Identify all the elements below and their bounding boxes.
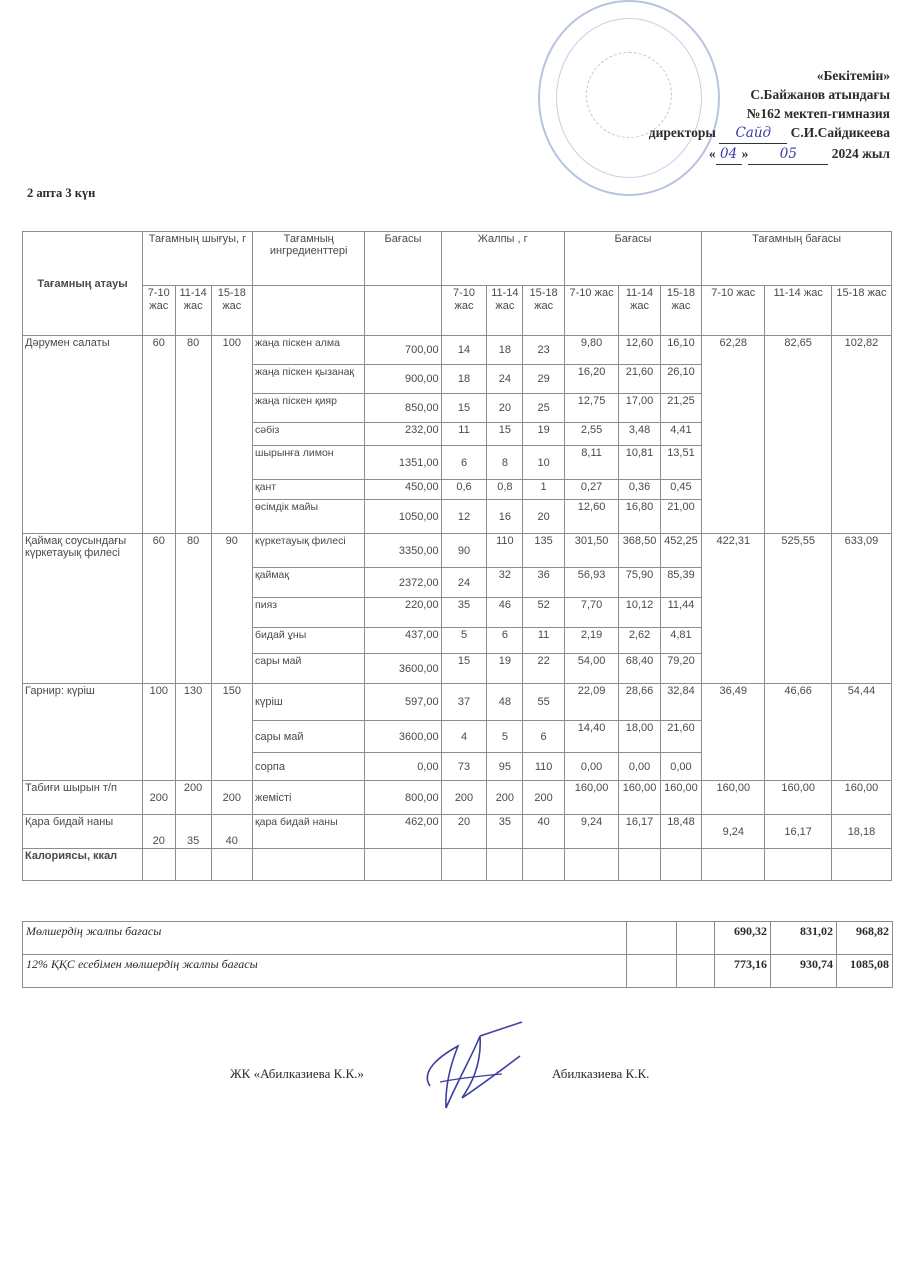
gross-cell: 11 <box>523 628 564 654</box>
gross-cell: 52 <box>523 598 564 628</box>
gross-cell: 0,8 <box>487 480 523 500</box>
ingredient-name: күріш <box>253 684 365 721</box>
date-year: 2024 жыл <box>831 146 890 161</box>
cost-cell: 26,10 <box>660 365 701 394</box>
dish-cost: 54,44 <box>831 684 891 781</box>
gross-cell: 6 <box>441 446 487 480</box>
week-label: 2 апта 3 күн <box>27 186 96 200</box>
ingredient-price: 3600,00 <box>365 721 441 753</box>
age-header: 15-18 жас <box>831 286 891 336</box>
supplier-label: ЖК «Абилказиева К.К.» <box>230 1066 364 1081</box>
dish-output: 80 <box>175 336 211 534</box>
ingredient-price: 3350,00 <box>365 534 441 568</box>
cost-cell: 0,00 <box>660 753 701 781</box>
gross-cell: 22 <box>523 654 564 684</box>
gross-cell: 4 <box>441 721 487 753</box>
gross-cell: 48 <box>487 684 523 721</box>
date-quote-close: » <box>741 146 749 161</box>
dish-cost: 422,31 <box>702 534 765 684</box>
header-output: Тағамның шығуы, г <box>142 232 252 286</box>
approval-line-1: С.Байжанов атындағы <box>750 87 890 102</box>
cost-cell: 12,75 <box>564 394 619 423</box>
cost-cell: 9,24 <box>564 815 619 849</box>
signer-name: Абилказиева К.К. <box>552 1066 650 1081</box>
cost-cell: 21,00 <box>660 500 701 534</box>
date-day: 04 <box>716 145 742 165</box>
ingredient-name: қаймақ <box>253 568 365 598</box>
norm-total-value: 968,82 <box>837 922 893 955</box>
ingredient-price: 462,00 <box>365 815 441 849</box>
gross-cell: 5 <box>441 628 487 654</box>
gross-cell: 19 <box>487 654 523 684</box>
empty-cell <box>627 922 677 955</box>
empty-cell <box>523 849 564 881</box>
gross-cell: 200 <box>523 781 564 815</box>
cost-cell: 14,40 <box>564 721 619 753</box>
approval-line-2: №162 мектеп-гимназия <box>746 106 890 121</box>
gross-cell: 20 <box>523 500 564 534</box>
empty-cell <box>564 849 619 881</box>
gross-cell: 36 <box>523 568 564 598</box>
cost-cell: 160,00 <box>660 781 701 815</box>
cost-cell: 12,60 <box>564 500 619 534</box>
gross-cell: 15 <box>441 654 487 684</box>
date-month: 05 <box>748 145 828 165</box>
dish-cost: 46,66 <box>765 684 832 781</box>
cost-cell: 7,70 <box>564 598 619 628</box>
dish-output: 40 <box>211 815 252 849</box>
empty-cell <box>660 849 701 881</box>
ingredient-price: 3600,00 <box>365 654 441 684</box>
ingredient-price: 700,00 <box>365 336 441 365</box>
dish-output: 130 <box>175 684 211 781</box>
norm-total-value: 690,32 <box>715 922 771 955</box>
cost-cell: 21,60 <box>660 721 701 753</box>
age-header: 15-18 жас <box>211 286 252 336</box>
age-header: 7-10 жас <box>564 286 619 336</box>
ingredient-name: қант <box>253 480 365 500</box>
gross-cell: 15 <box>441 394 487 423</box>
cost-cell: 301,50 <box>564 534 619 568</box>
cost-cell: 16,20 <box>564 365 619 394</box>
ingredient-price: 1351,00 <box>365 446 441 480</box>
table-row <box>23 955 893 988</box>
dish-output: 100 <box>211 336 252 534</box>
dish-cost: 36,49 <box>702 684 765 781</box>
empty-cell <box>142 849 175 881</box>
cost-cell: 85,39 <box>660 568 701 598</box>
gross-cell: 73 <box>441 753 487 781</box>
gross-cell: 35 <box>441 598 487 628</box>
signature-icon <box>410 1016 536 1116</box>
empty-cell <box>831 849 891 881</box>
ingredient-price: 1050,00 <box>365 500 441 534</box>
cost-cell: 2,55 <box>564 423 619 446</box>
gross-cell: 12 <box>441 500 487 534</box>
cost-cell: 452,25 <box>660 534 701 568</box>
ingredient-name: сары май <box>253 721 365 753</box>
cost-cell: 0,45 <box>660 480 701 500</box>
gross-cell: 19 <box>523 423 564 446</box>
ingredient-price: 437,00 <box>365 628 441 654</box>
calories-label: Калориясы, ккал <box>23 849 143 881</box>
ingredient-name: жаңа піскен қияр <box>253 394 365 423</box>
cost-cell: 0,36 <box>619 480 660 500</box>
dish-name: Қаймақ соусындағы күркетауық филесі <box>23 534 143 684</box>
cost-cell: 18,00 <box>619 721 660 753</box>
empty-cell <box>365 849 441 881</box>
gross-cell: 29 <box>523 365 564 394</box>
cost-cell: 2,62 <box>619 628 660 654</box>
norm-total-label: Мөлшердің жалпы бағасы <box>23 922 627 955</box>
gross-cell: 55 <box>523 684 564 721</box>
ingredient-name: бидай ұны <box>253 628 365 654</box>
cost-cell: 8,11 <box>564 446 619 480</box>
empty-cell <box>487 849 523 881</box>
director-signature: Сайд <box>719 124 787 144</box>
gross-cell: 110 <box>487 534 523 568</box>
cost-cell: 17,00 <box>619 394 660 423</box>
cost-cell: 12,60 <box>619 336 660 365</box>
ingredient-name: сәбіз <box>253 423 365 446</box>
date-quote-open: « <box>708 146 716 161</box>
table-row <box>23 922 893 955</box>
ingredient-price: 900,00 <box>365 365 441 394</box>
cost-cell: 28,66 <box>619 684 660 721</box>
cost-cell: 2,19 <box>564 628 619 654</box>
cost-cell: 56,93 <box>564 568 619 598</box>
ingredient-name: күркетауық филесі <box>253 534 365 568</box>
empty-cell <box>211 849 252 881</box>
age-header: 7-10 жас <box>702 286 765 336</box>
menu-table <box>22 231 892 881</box>
gross-cell: 6 <box>523 721 564 753</box>
cost-cell: 10,12 <box>619 598 660 628</box>
header-gross: Жалпы , г <box>441 232 564 286</box>
cost-cell: 4,81 <box>660 628 701 654</box>
gross-cell: 8 <box>487 446 523 480</box>
gross-cell: 0,6 <box>441 480 487 500</box>
table-row <box>23 684 892 721</box>
cost-cell: 3,48 <box>619 423 660 446</box>
dish-name: Гарнир: күріш <box>23 684 143 781</box>
gross-cell: 35 <box>487 815 523 849</box>
ingredient-name: жемісті <box>253 781 365 815</box>
gross-cell: 200 <box>441 781 487 815</box>
dish-output: 80 <box>175 534 211 684</box>
ingredient-price: 0,00 <box>365 753 441 781</box>
gross-cell: 18 <box>487 336 523 365</box>
vat-total-value: 930,74 <box>771 955 837 988</box>
gross-cell: 11 <box>441 423 487 446</box>
empty-cell <box>677 922 715 955</box>
age-header: 11-14 жас <box>619 286 660 336</box>
cost-cell: 16,80 <box>619 500 660 534</box>
approval-line-3 <box>649 123 890 144</box>
empty-cell <box>441 849 487 881</box>
cost-cell: 16,10 <box>660 336 701 365</box>
cost-cell: 4,41 <box>660 423 701 446</box>
dish-cost: 18,18 <box>831 815 891 849</box>
gross-cell: 24 <box>441 568 487 598</box>
norm-total-value: 831,02 <box>771 922 837 955</box>
cost-cell: 0,00 <box>619 753 660 781</box>
ingredient-price: 220,00 <box>365 598 441 628</box>
header-dish-cost: Тағамның бағасы <box>702 232 892 286</box>
header-ingredients: Тағамның ингредиенттері <box>253 232 365 286</box>
ingredient-name: сары май <box>253 654 365 684</box>
gross-cell: 18 <box>441 365 487 394</box>
ingredient-price: 597,00 <box>365 684 441 721</box>
gross-cell: 20 <box>487 394 523 423</box>
dish-cost: 16,17 <box>765 815 832 849</box>
gross-cell: 15 <box>487 423 523 446</box>
dish-output: 200 <box>211 781 252 815</box>
gross-cell: 1 <box>523 480 564 500</box>
gross-cell: 20 <box>441 815 487 849</box>
empty-cell <box>765 849 832 881</box>
dish-output: 200 <box>142 781 175 815</box>
cost-cell: 22,09 <box>564 684 619 721</box>
vat-total-value: 1085,08 <box>837 955 893 988</box>
dish-cost: 525,55 <box>765 534 832 684</box>
dish-name: Дәрумен салаты <box>23 336 143 534</box>
ingredient-price: 232,00 <box>365 423 441 446</box>
dish-output: 150 <box>211 684 252 781</box>
header-dish-name: Тағамның атауы <box>23 232 143 336</box>
cost-cell: 75,90 <box>619 568 660 598</box>
cost-cell: 160,00 <box>619 781 660 815</box>
age-header: 11-14 жас <box>487 286 523 336</box>
gross-cell: 90 <box>441 534 487 568</box>
dish-cost: 9,24 <box>702 815 765 849</box>
cost-cell: 32,84 <box>660 684 701 721</box>
age-header: 15-18 жас <box>660 286 701 336</box>
ingredient-price: 850,00 <box>365 394 441 423</box>
table-row <box>23 781 892 815</box>
dish-cost: 62,28 <box>702 336 765 534</box>
ingredient-name: жаңа піскен қызанақ <box>253 365 365 394</box>
dish-cost: 160,00 <box>765 781 832 815</box>
cost-cell: 21,25 <box>660 394 701 423</box>
cost-cell: 68,40 <box>619 654 660 684</box>
age-header: 7-10 жас <box>142 286 175 336</box>
empty-header <box>365 286 441 336</box>
dish-name: Табиғи шырын т/п <box>23 781 143 815</box>
ingredient-name: қара бидай наны <box>253 815 365 849</box>
cost-cell: 54,00 <box>564 654 619 684</box>
gross-cell: 25 <box>523 394 564 423</box>
empty-cell <box>677 955 715 988</box>
ingredient-price: 2372,00 <box>365 568 441 598</box>
gross-cell: 46 <box>487 598 523 628</box>
gross-cell: 10 <box>523 446 564 480</box>
dish-cost: 160,00 <box>831 781 891 815</box>
gross-cell: 14 <box>441 336 487 365</box>
empty-cell <box>253 849 365 881</box>
ingredient-price: 450,00 <box>365 480 441 500</box>
gross-cell: 135 <box>523 534 564 568</box>
gross-cell: 110 <box>523 753 564 781</box>
vat-total-value: 773,16 <box>715 955 771 988</box>
gross-cell: 24 <box>487 365 523 394</box>
cost-cell: 21,60 <box>619 365 660 394</box>
dish-cost: 102,82 <box>831 336 891 534</box>
cost-cell: 10,81 <box>619 446 660 480</box>
gross-cell: 6 <box>487 628 523 654</box>
empty-cell <box>619 849 660 881</box>
dish-output: 100 <box>142 684 175 781</box>
cost-cell: 160,00 <box>564 781 619 815</box>
vat-total-label: 12% ҚҚС есебімен мөлшердің жалпы бағасы <box>23 955 627 988</box>
cost-cell: 11,44 <box>660 598 701 628</box>
approval-title: «Бекітемін» <box>816 68 890 83</box>
cost-cell: 9,80 <box>564 336 619 365</box>
table-row <box>23 534 892 568</box>
age-header: 11-14 жас <box>175 286 211 336</box>
dish-cost: 633,09 <box>831 534 891 684</box>
cost-cell: 0,00 <box>564 753 619 781</box>
cost-cell: 18,48 <box>660 815 701 849</box>
empty-header <box>253 286 365 336</box>
cost-cell: 0,27 <box>564 480 619 500</box>
age-header: 11-14 жас <box>765 286 832 336</box>
empty-cell <box>702 849 765 881</box>
director-label: директоры <box>648 125 716 140</box>
ingredient-name: шырынға лимон <box>253 446 365 480</box>
gross-cell: 200 <box>487 781 523 815</box>
ingredient-name: пияз <box>253 598 365 628</box>
dish-cost: 82,65 <box>765 336 832 534</box>
cost-cell: 13,51 <box>660 446 701 480</box>
table-row <box>23 336 892 365</box>
table-row <box>23 815 892 849</box>
director-name: С.И.Сайдикеева <box>790 125 890 140</box>
dish-output: 60 <box>142 336 175 534</box>
dish-output: 35 <box>175 815 211 849</box>
empty-cell <box>175 849 211 881</box>
cost-cell: 368,50 <box>619 534 660 568</box>
gross-cell: 5 <box>487 721 523 753</box>
totals-table <box>22 921 893 988</box>
header-cost: Бағасы <box>564 232 701 286</box>
ingredient-name: жаңа піскен алма <box>253 336 365 365</box>
gross-cell: 40 <box>523 815 564 849</box>
gross-cell: 95 <box>487 753 523 781</box>
age-header: 15-18 жас <box>523 286 564 336</box>
approval-date <box>649 144 890 165</box>
ingredient-price: 800,00 <box>365 781 441 815</box>
ingredient-name: сорпа <box>253 753 365 781</box>
gross-cell: 23 <box>523 336 564 365</box>
gross-cell: 16 <box>487 500 523 534</box>
gross-cell: 37 <box>441 684 487 721</box>
table-row <box>23 849 892 881</box>
ingredient-name: өсімдік майы <box>253 500 365 534</box>
empty-cell <box>627 955 677 988</box>
dish-name: Қара бидай наны <box>23 815 143 849</box>
age-header: 7-10 жас <box>441 286 487 336</box>
approval-block <box>649 66 890 165</box>
dish-cost: 160,00 <box>702 781 765 815</box>
header-price: Бағасы <box>365 232 441 286</box>
cost-cell: 16,17 <box>619 815 660 849</box>
dish-output: 90 <box>211 534 252 684</box>
dish-output: 20 <box>142 815 175 849</box>
gross-cell: 32 <box>487 568 523 598</box>
dish-output: 60 <box>142 534 175 684</box>
dish-output: 200 <box>175 781 211 815</box>
cost-cell: 79,20 <box>660 654 701 684</box>
